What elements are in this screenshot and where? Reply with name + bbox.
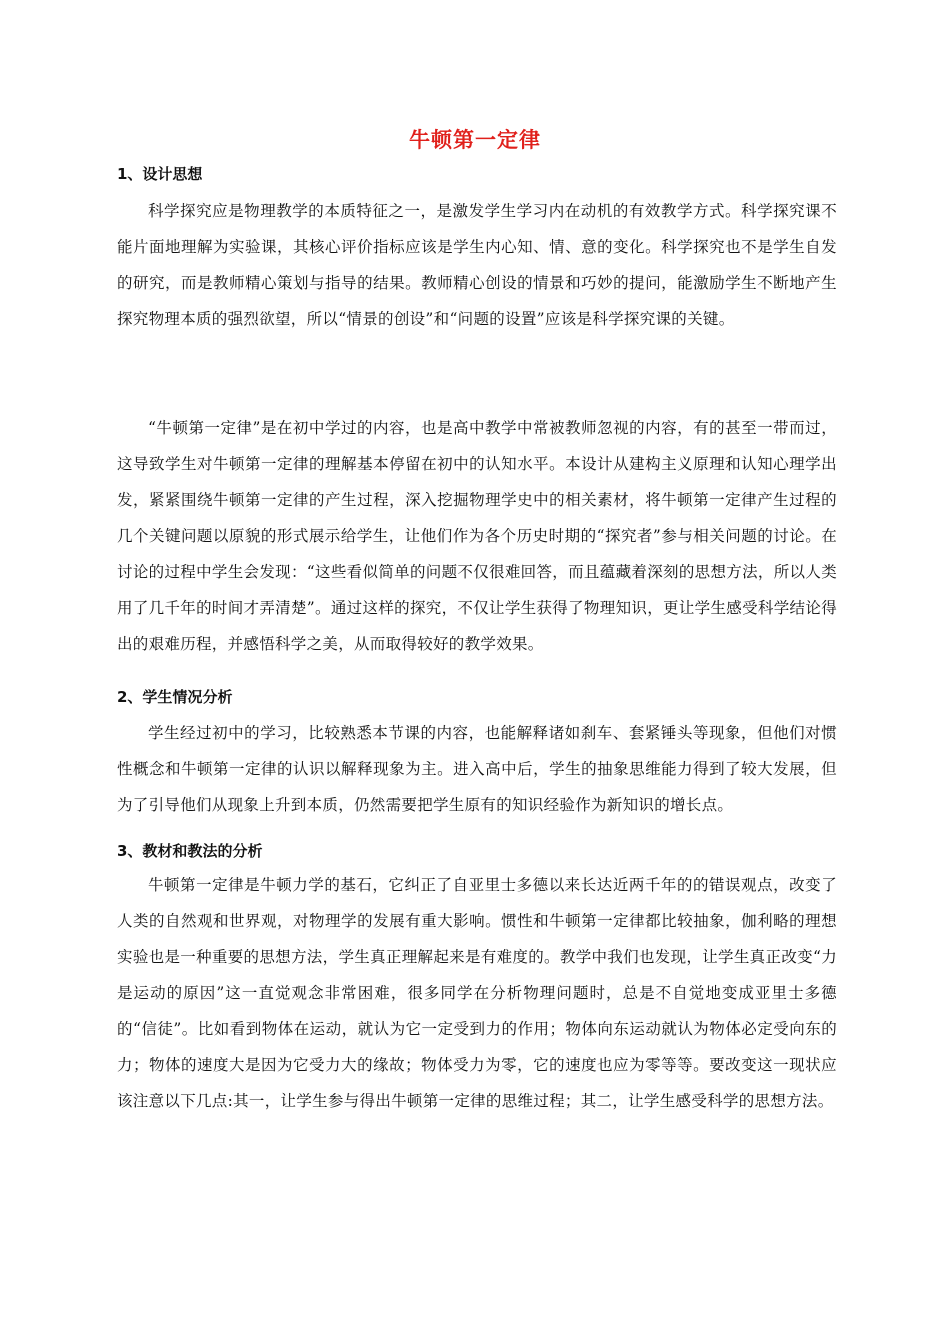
section-heading-students: 2、学生情况分析 bbox=[117, 688, 233, 706]
paragraph-students: 学生经过初中的学习，比较熟悉本节课的内容，也能解释诸如刹车、套紧锤头等现象，但他们对惯性概念和牛顿第一定律的认识以解释现象为主。进入高中后，学生的抽象思维能力得到了较大发展，但为了引导他们从现象上升到本质，仍然需要把学生原有的知识经验作为新知识的增长点。 bbox=[117, 724, 837, 814]
section-heading-design: 1、设计思想 bbox=[117, 165, 203, 183]
paragraph-materials: 牛顿第一定律是牛顿力学的基石，它纠正了自亚里士多德以来长达近两千年的的错误观点，改变了人类的自然观和世界观，对物理学的发展有重大影响。惯性和牛顿第一定律都比较抽象，伽利略的理想实验也是一种重要的思想方法，学生真正理解起来是有难度的。教学中我们也发现，让学生真正改变“力是运动的原因”这一直觉观念非常困难，很多同学在分析物理问题时，总是不自觉地变成亚里士多德的“信徒”。比如看到物体在运动，就认为它一定受到力的作用；物体向东运动就认为物体必定受向东的力；物体的速度大是因为它受力大的缘故；物体受力为零，它的速度也应为零等等。要改变这一现状应该注意以下几点:其一，让学生参与得出牛顿第一定律的思维过程；其二，让学生感受科学的思想方法。 bbox=[117, 876, 837, 1110]
paragraph-design-1: 科学探究应是物理教学的本质特征之一，是激发学生学习内在动机的有效教学方式。科学探究课不能片面地理解为实验课，其核心评价指标应该是学生内心知、情、意的变化。科学探究也不是学生自发的研究，而是教师精心策划与指导的结果。教师精心创设的情景和巧妙的提问，能激励学生不断地产生探究物理本质的强烈欲望，所以“情景的创设”和“问题的设置”应该是科学探究课的关键。 bbox=[117, 202, 837, 328]
document-title: 牛顿第一定律 bbox=[409, 128, 541, 152]
section-heading-materials: 3、教材和教法的分析 bbox=[117, 842, 263, 860]
paragraph-design-2: “牛顿第一定律”是在初中学过的内容，也是高中教学中常被教师忽视的内容，有的甚至一带而过，这导致学生对牛顿第一定律的理解基本停留在初中的认知水平。本设计从建构主义原理和认知心理学出发，紧紧围绕牛顿第一定律的产生过程，深入挖掘物理学史中的相关素材，将牛顿第一定律产生过程的几个关键问题以原貌的形式展示给学生，让他们作为各个历史时期的“探究者”参与相关问题的讨论。在讨论的过程中学生会发现：“这些看似简单的问题不仅很难回答，而且蕴藏着深刻的思想方法，所以人类用了几千年的时间才弄清楚”。通过这样的探究，不仅让学生获得了物理知识，更让学生感受科学结论得出的艰难历程，并感悟科学之美，从而取得较好的教学效果。 bbox=[117, 419, 837, 653]
